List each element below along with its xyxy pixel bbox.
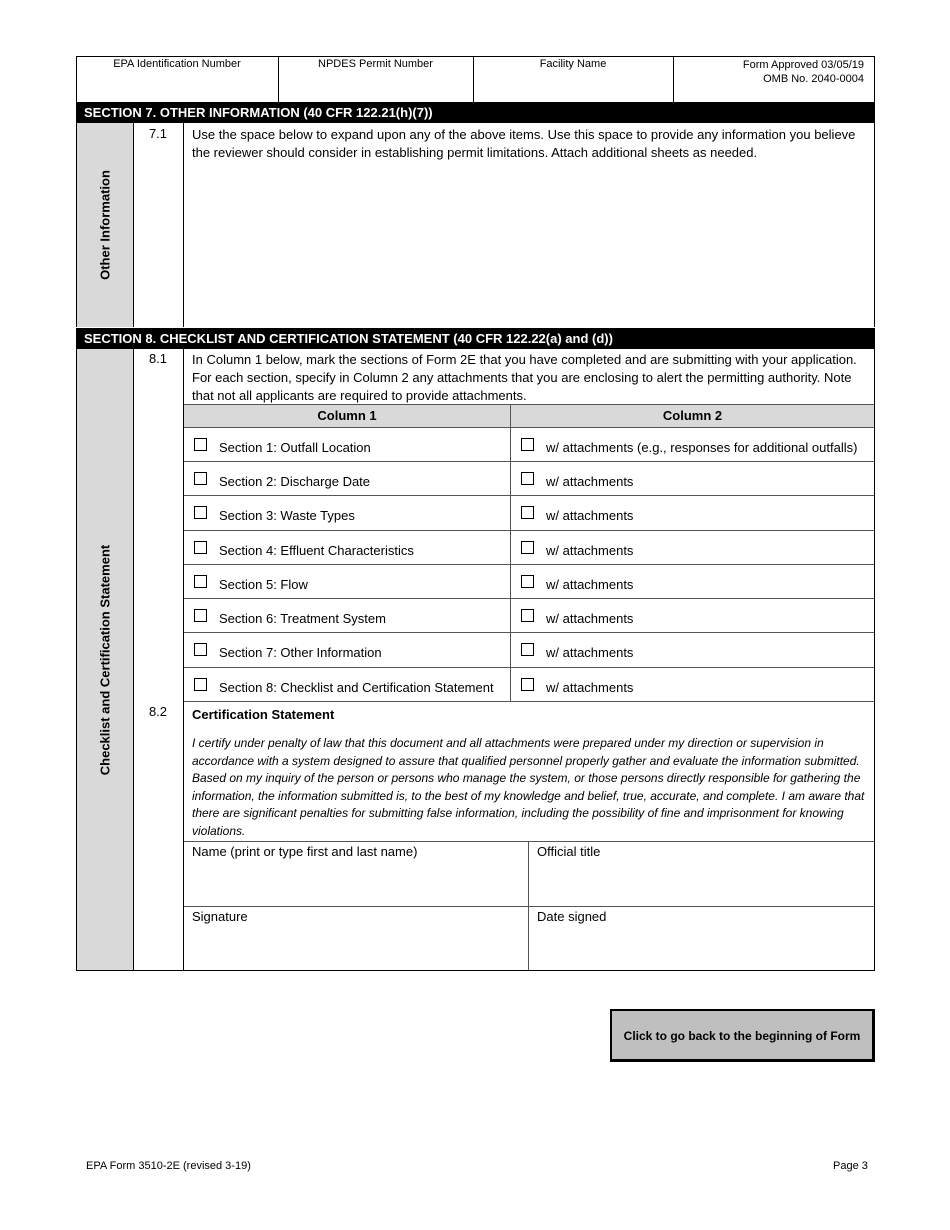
facility-name-label: Facility Name <box>539 58 607 70</box>
section-6-label: Section 6: Treatment System <box>219 611 386 626</box>
date-signed-label: Date signed <box>537 909 607 924</box>
section-4-label: Section 4: Effluent Characteristics <box>219 543 414 558</box>
section-4-attachments-label: w/ attachments <box>546 543 634 558</box>
item-7-1-instructions: Use the space below to expand upon any of the above items. Use this space to provide any information you believe the reviewer should consider in establishing permit limitations. Attach additional sheets as needed. <box>192 127 856 160</box>
section-7-sidebar <box>76 123 133 327</box>
name-input[interactable] <box>185 862 527 905</box>
certification-title: Certification Statement <box>192 707 335 722</box>
item-7-1-number: 7.1 <box>148 126 168 141</box>
section-8-title: SECTION 8. CHECKLIST AND CERTIFICATION STATEMENT (40 CFR 122.22(a) and (d)) <box>76 328 875 349</box>
section-5-attachments-checkbox[interactable] <box>521 575 534 588</box>
name-field-label: Name (print or type first and last name) <box>192 844 418 859</box>
item-8-2-number: 8.2 <box>148 704 168 719</box>
section-7-sidebar-label: Other Information <box>97 170 112 280</box>
item-8-1-number: 8.1 <box>148 351 168 366</box>
section-2-attachments-checkbox[interactable] <box>521 472 534 485</box>
section-2-label: Section 2: Discharge Date <box>219 474 371 489</box>
section-6-attachments-label: w/ attachments <box>546 611 634 626</box>
section-8-attachments-label: w/ attachments <box>546 680 634 695</box>
section-1-checkbox[interactable] <box>194 438 207 451</box>
official-title-input[interactable] <box>530 862 873 905</box>
section-8-label: Section 8: Checklist and Certification Statement <box>219 680 494 695</box>
form-footer-id: EPA Form 3510-2E (revised 3-19) <box>86 1160 251 1172</box>
section-1-label: Section 1: Outfall Location <box>219 440 371 455</box>
section-2-attachments-label: w/ attachments <box>546 474 634 489</box>
section-7-attachments-checkbox[interactable] <box>521 643 534 656</box>
section-6-checkbox[interactable] <box>194 609 207 622</box>
other-information-textarea[interactable] <box>184 165 874 325</box>
section-3-checkbox[interactable] <box>194 506 207 519</box>
form-approval-info <box>673 56 874 102</box>
signature-input[interactable] <box>185 927 527 969</box>
section-5-label: Section 5: Flow <box>219 577 308 592</box>
certification-statement: I certify under penalty of law that this document and all attachments were prepared under my direction or supervision in accordance with a system designed to assure that qualified personnel properly gather and evaluate the information submitted. Based on my inquiry of the person or persons who manage the system, or those persons directly responsible for gathering the information, the information submitted is, to the best of my knowledge and belief, true, accurate, and complete. I am aware that there are significant penalties for submitting false information, including the possibility of fine and imprisonment for knowing violations. <box>192 736 865 838</box>
section-8-sidebar-label: Checklist and Certification Statement <box>97 544 112 776</box>
signature-label: Signature <box>192 909 248 924</box>
date-signed-input[interactable] <box>530 927 873 969</box>
npdes-permit-label: NPDES Permit Number <box>318 58 433 70</box>
section-3-attachments-checkbox[interactable] <box>521 506 534 519</box>
section-1-attachments-label: w/ attachments (e.g., responses for additional outfalls) <box>546 440 858 455</box>
section-5-checkbox[interactable] <box>194 575 207 588</box>
column-2-header: Column 2 <box>511 405 874 427</box>
omb-number: OMB No. 2040-0004 <box>763 73 864 85</box>
epa-id-label: EPA Identification Number <box>113 58 241 70</box>
section-4-attachments-checkbox[interactable] <box>521 541 534 554</box>
official-title-label: Official title <box>537 844 601 859</box>
item-8-1-instructions: In Column 1 below, mark the sections of Form 2E that you have completed and are submitting with your application. For each section, specify in Column 2 any attachments that you are enclosing to alert the permitting authority. Note that not all applicants are required to provide attachments. <box>192 352 857 403</box>
section-8-sidebar <box>76 349 133 971</box>
section-1-attachments-checkbox[interactable] <box>521 438 534 451</box>
form-approved-date: Form Approved 03/05/19 <box>742 59 864 71</box>
section-3-attachments-label: w/ attachments <box>546 508 634 523</box>
section-5-attachments-label: w/ attachments <box>546 577 634 592</box>
section-7-attachments-label: w/ attachments <box>546 645 634 660</box>
section-8-checkbox[interactable] <box>194 678 207 691</box>
back-to-beginning-button[interactable]: Click to go back to the beginning of Form <box>610 1009 875 1062</box>
section-7-title: SECTION 7. OTHER INFORMATION (40 CFR 122.21(h)(7)) <box>76 102 875 123</box>
section-7-checkbox[interactable] <box>194 643 207 656</box>
column-1-header: Column 1 <box>184 405 510 427</box>
section-6-attachments-checkbox[interactable] <box>521 609 534 622</box>
section-3-label: Section 3: Waste Types <box>219 508 355 523</box>
section-7-label: Section 7: Other Information <box>219 645 382 660</box>
page-number: Page 3 <box>833 1160 868 1172</box>
section-2-checkbox[interactable] <box>194 472 207 485</box>
section-4-checkbox[interactable] <box>194 541 207 554</box>
section-8-attachments-checkbox[interactable] <box>521 678 534 691</box>
